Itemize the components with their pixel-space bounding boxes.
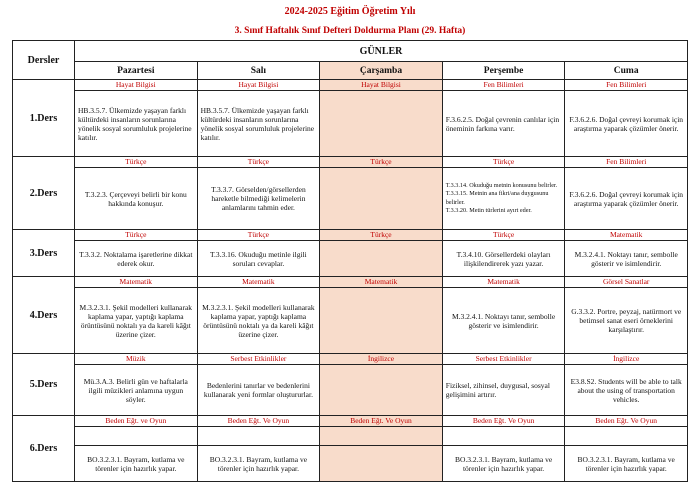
subject-cell: Beden Eğt. Ve Oyun xyxy=(565,416,688,427)
content-cell: M.3.2.4.1. Noktayı tanır, sembolle gösterir ve isimlendirir. xyxy=(442,287,565,353)
subject-cell: Görsel Sanatlar xyxy=(565,276,688,287)
subject-cell: Türkçe xyxy=(75,157,198,168)
table-row xyxy=(13,427,688,446)
subject-cell: Beden Eğt. ve Oyun xyxy=(75,416,198,427)
lesson-label: 2.Ders xyxy=(13,157,75,230)
table-row xyxy=(13,241,688,277)
subject-cell: Hayat Bilgisi xyxy=(197,80,320,91)
content-cell: Bedenlerini tanırlar ve bedenlerini kullanarak yeni formlar oluştururlar. xyxy=(197,365,320,416)
subject-cell: Müzik xyxy=(75,354,198,365)
empty-cell xyxy=(565,427,688,446)
content-cell: E3.8.S2. Students will be able to talk about the using of transportation vehicles. xyxy=(565,365,688,416)
content-cell xyxy=(320,365,443,416)
content-cell: M.3.2.4.1. Noktayı tanır, sembolle gösterir ve isimlendirir. xyxy=(565,241,688,277)
content-line: T.3.3.15. Metnin ana fikri/ana duygusunu belirler. xyxy=(445,190,549,206)
content-cell: BO.3.2.3.1. Bayram, kutlama ve törenler için hazırlık yapar. xyxy=(197,446,320,482)
content-cell: Fiziksel, zihinsel, duygusal, sosyal gelişimini artırır. xyxy=(442,365,565,416)
table-row xyxy=(13,91,688,157)
subject-cell: Türkçe xyxy=(197,157,320,168)
day-thursday: Perşembe xyxy=(442,62,565,80)
day-friday: Cuma xyxy=(565,62,688,80)
table-row xyxy=(13,446,688,482)
subject-cell: Hayat Bilgisi xyxy=(320,80,443,91)
content-cell xyxy=(320,446,443,482)
subject-cell: Matematik xyxy=(320,276,443,287)
table-row xyxy=(13,80,688,91)
subject-cell: Fen Bilimleri xyxy=(565,80,688,91)
empty-cell xyxy=(75,427,198,446)
subject-cell: Fen Bilimleri xyxy=(565,157,688,168)
content-cell: F.3.6.2.6. Doğal çevreyi korumak için araştırma yaparak çözümler önerir. xyxy=(565,91,688,157)
lesson-label: 3.Ders xyxy=(13,230,75,277)
empty-cell xyxy=(197,427,320,446)
content-cell xyxy=(320,168,443,230)
page-subtitle: 3. Sınıf Haftalık Sınıf Defteri Doldurma Planı (29. Hafta) xyxy=(234,26,466,36)
subject-cell: Serbest Etkinlikler xyxy=(442,354,565,365)
lesson-label: 5.Ders xyxy=(13,354,75,416)
subject-cell: Fen Bilimleri xyxy=(442,80,565,91)
subject-cell: Serbest Etkinlikler xyxy=(197,354,320,365)
content-cell: BO.3.2.3.1. Bayram, kutlama ve törenler için hazırlık yapar. xyxy=(565,446,688,482)
subject-cell: Türkçe xyxy=(320,157,443,168)
subject-cell: Beden Eğt. Ve Oyun xyxy=(442,416,565,427)
content-cell: HB.3.5.7. Ülkemizde yaşayan farklı kültürdeki insanların sorunlarına yönelik sosyal sorumluluk projelerine katılır. xyxy=(75,91,198,157)
lesson-label: 4.Ders xyxy=(13,276,75,353)
content-cell xyxy=(320,91,443,157)
empty-cell xyxy=(442,427,565,446)
content-cell xyxy=(320,287,443,353)
content-cell xyxy=(442,168,565,230)
subject-cell: Beden Eğt. Ve Oyun xyxy=(320,416,443,427)
content-cell: BO.3.2.3.1. Bayram, kutlama ve törenler için hazırlık yapar. xyxy=(75,446,198,482)
lessons-header: Dersler xyxy=(13,41,75,80)
subject-cell: Matematik xyxy=(197,276,320,287)
content-cell: M.3.2.3.1. Şekil modelleri kullanarak kaplama yapar, yaptığı kaplama örüntüsünü noktalı ya da kareli kâğıt üzerine çizer. xyxy=(197,287,320,353)
day-wednesday: Çarşamba xyxy=(320,62,443,80)
content-cell xyxy=(320,241,443,277)
subject-cell: Türkçe xyxy=(442,230,565,241)
content-cell: HB.3.5.7. Ülkemizde yaşayan farklı kültürdeki insanların sorunlarına yönelik sosyal sorumluluk projelerine katılır. xyxy=(197,91,320,157)
content-line: T.3.3.20. Metin türlerini ayırt eder. xyxy=(445,207,532,215)
content-cell: F.3.6.2.5. Doğal çevrenin canlılar için öneminin farkına varır. xyxy=(442,91,565,157)
table-row xyxy=(13,276,688,287)
subject-cell: Matematik xyxy=(565,230,688,241)
empty-cell xyxy=(320,427,443,446)
content-cell: T.3.4.10. Görsellerdeki olayları ilişkilendirerek yazı yazar. xyxy=(442,241,565,277)
subject-cell: Beden Eğt. Ve Oyun xyxy=(197,416,320,427)
lesson-label: 6.Ders xyxy=(13,416,75,482)
table-row xyxy=(13,416,688,427)
subject-cell: Matematik xyxy=(75,276,198,287)
weekly-plan-table xyxy=(12,40,688,482)
content-cell: T.3.3.16. Okuduğu metinle ilgili soruları cevaplar. xyxy=(197,241,320,277)
content-cell: F.3.6.2.6. Doğal çevreyi korumak için araştırma yaparak çözümler önerir. xyxy=(565,168,688,230)
content-cell: G.3.3.2. Portre, peyzaj, natürmort ve betimsel sanat eseri örneklerini karşılaştırır. xyxy=(565,287,688,353)
content-cell: T.3.3.7. Görselden/görsellerden hareketle bilmediği kelimelerin anlamlarını tahmin eder. xyxy=(197,168,320,230)
day-tuesday: Salı xyxy=(197,62,320,80)
content-cell: T.3.2.3. Çerçeveyi belirli bir konu hakkında konuşur. xyxy=(75,168,198,230)
table-row xyxy=(13,230,688,241)
days-header: GÜNLER xyxy=(75,41,688,62)
content-cell: T.3.3.2. Noktalama işaretlerine dikkat ederek okur. xyxy=(75,241,198,277)
subject-cell: Hayat Bilgisi xyxy=(75,80,198,91)
lesson-label: 1.Ders xyxy=(13,80,75,157)
subject-cell: İngilizce xyxy=(320,354,443,365)
day-monday: Pazartesi xyxy=(75,62,198,80)
subject-cell: Matematik xyxy=(442,276,565,287)
subject-cell: Türkçe xyxy=(197,230,320,241)
table-row xyxy=(13,157,688,168)
page-title: 2024-2025 Eğitim Öğretim Yılı xyxy=(284,6,416,17)
table-row xyxy=(13,365,688,416)
table-row xyxy=(13,287,688,353)
content-cell: Mü.3.A.3. Belirli gün ve haftalarla ilgili müzikleri anlamına uygun söyler. xyxy=(75,365,198,416)
table-row xyxy=(13,354,688,365)
table-row xyxy=(13,168,688,230)
subject-cell: Türkçe xyxy=(320,230,443,241)
content-cell: BO.3.2.3.1. Bayram, kutlama ve törenler için hazırlık yapar. xyxy=(442,446,565,482)
subject-cell: Türkçe xyxy=(75,230,198,241)
content-cell: M.3.2.3.1. Şekil modelleri kullanarak kaplama yapar, yaptığı kaplama örüntüsünü noktalı ya da kareli kâğıt üzerine çizer. xyxy=(75,287,198,353)
subject-cell: Türkçe xyxy=(442,157,565,168)
subject-cell: İngilizce xyxy=(565,354,688,365)
content-line: T.3.3.14. Okuduğu metnin konusunu belirler. xyxy=(445,182,558,190)
